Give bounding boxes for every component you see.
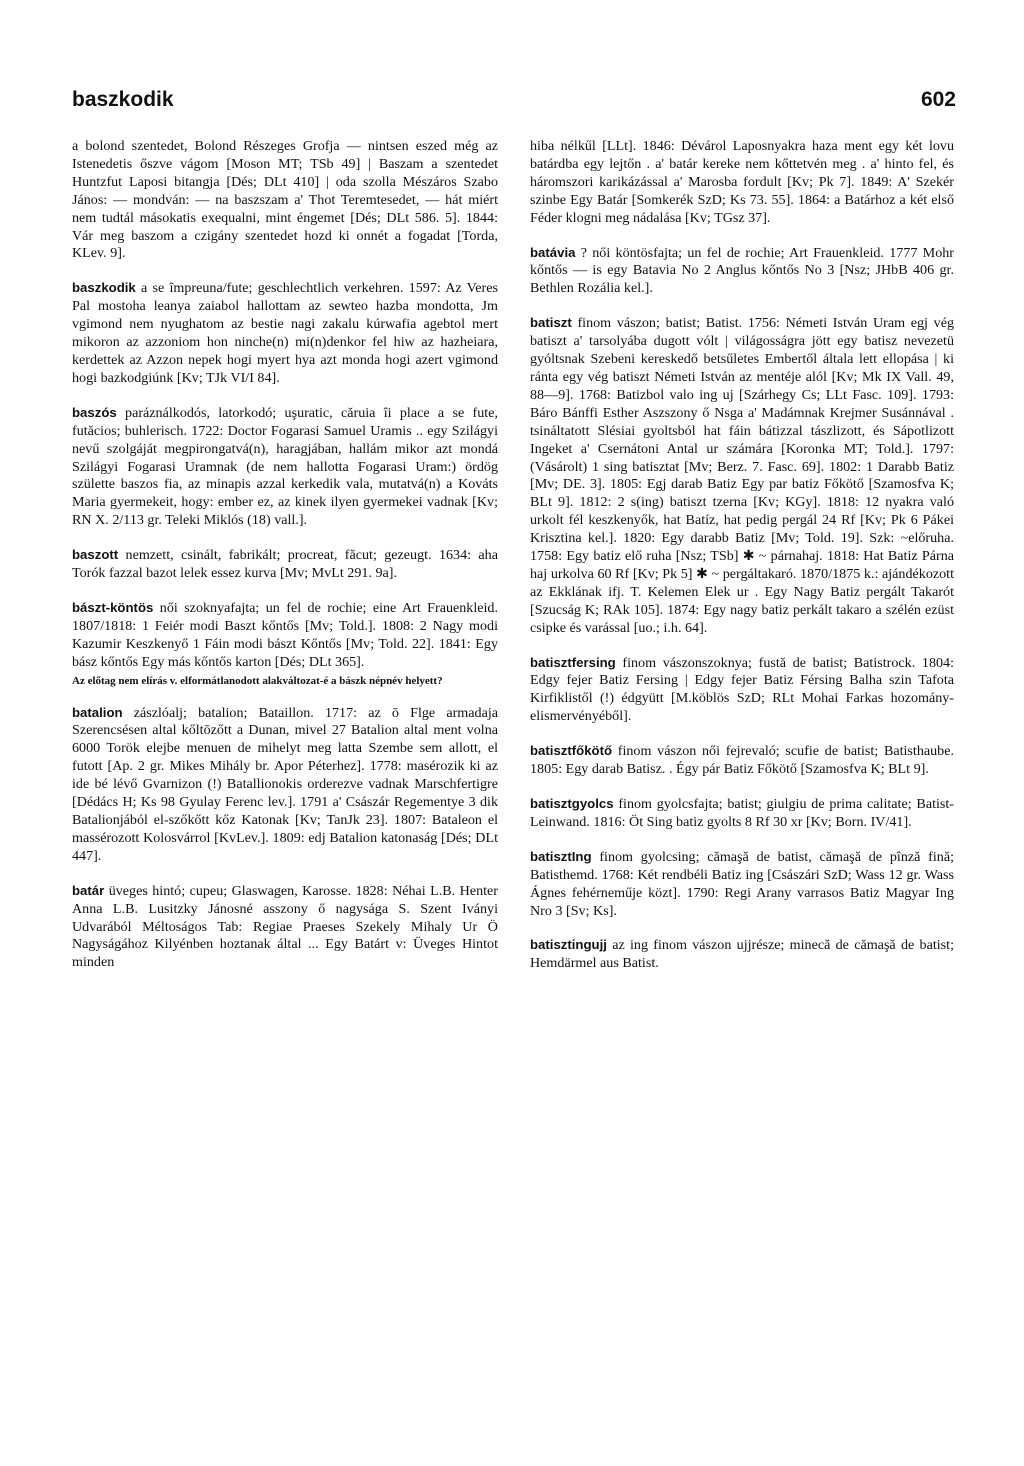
dictionary-entry xyxy=(72,279,498,387)
dictionary-entry xyxy=(530,936,954,973)
entry-paragraph xyxy=(72,546,498,583)
right-column xyxy=(530,138,954,989)
entry-text: finom gyolcsing; cămaşă de batist, cămaşă de pînză fină; Batisthemd. 1768: Két rendbéli Batiz ing [Császári SzD; Wass 12 gr. Wass Ágnes fehérneműje közt]. 1790: Regi Arany varrasos Batiz Magyar Ing Nro 3 [Sv; Ks]. xyxy=(530,848,954,919)
entry-text: paráználkodós, latorkodó; uşuratic, căruia îi place a se fute, futăcios; buhlerisch. 1722: Doctor Fogarasi Samuel Uramis .. egy Szilágyi nevű szolgáját megpirongatvá(n), haragjában, hallám mikor azt mondá Szilágyi Fogarasi Uramnak (de nem hallotta Fogarasi Uram:) ördög születte baszos fia, az minapis azzal kerkedik vala, mutatvá(n) a Kováts Maria gyermekeit, hogy: ember ez, az kinek ilyen gyermekei vadnak [Kv; RN X. 2/113 gr. Teleki Miklós (18) vall.]. xyxy=(72,404,498,529)
entry-paragraph xyxy=(530,138,954,228)
entry-paragraph xyxy=(530,314,954,637)
entry-paragraph xyxy=(530,848,954,921)
dictionary-entry xyxy=(72,882,498,973)
dictionary-entry xyxy=(72,599,498,688)
entry-text: női szoknyafajta; un fel de rochie; eine Art Frauenkleid. 1807/1818: 1 Feiér modi Baszt kőntős [Mv; Told.]. 1808: 2 Nagy modi Kazumir Keszkenyő 1 Fáin modi bászt Kőntős [Mv; Told. 22]. 1841: Egy bász kőntős Egy más kőntős karton [Dés; DLt 365]. xyxy=(72,599,499,670)
entry-paragraph xyxy=(530,795,954,832)
entry-headword: batisztfőkötő xyxy=(530,743,613,759)
entry-headword: batalion xyxy=(72,704,123,720)
entry-text: a se împreuna/fute; geschlechtlich verkehren. 1597: Az Veres Pal mostoha leanya zaiabol hallottam az sewteo hazba mondotta, Jm vgimond nem nyughatom az bestie nagi zakalu kúrwafia agebtol mert mikoron az azzoniom hon ninche(n) mi(n)denkor fel hiw az hazheiara, kerdettek az Azzon nepek hogi myert hya azt monda hogi azert vgimond hogi bazkodgiúnk [Kv; TJk VI/I 84]. xyxy=(72,280,498,386)
left-column xyxy=(72,138,498,988)
entry-paragraph xyxy=(530,654,954,727)
entry-headword: baszott xyxy=(72,547,119,563)
dictionary-entry xyxy=(530,795,954,832)
dictionary-entry xyxy=(530,742,954,779)
entry-text: nemzett, csinált, fabrikált; procreat, făcut; gezeugt. 1634: aha Torók fazzal bazot lelek essez kurva [Mv; MvLt 291. 9a]. xyxy=(72,547,498,582)
entry-headword: batár xyxy=(72,882,105,898)
entry-paragraph xyxy=(530,742,954,779)
entry-headword: baszkodik xyxy=(72,280,136,296)
dictionary-entry xyxy=(530,654,954,727)
dictionary-entry xyxy=(72,704,498,866)
entry-text: finom vászon; batist; Batist. 1756: Németi István Uram egj vég batiszt a' tarsolyába dugott vólt | világosságra jött egy batisz nevezetü gyóltsnak Szebeni kereskedő betsűletes Embertől általa lett ellopása | ki rántа egy vég batiszt Németi István az mentéje alól [Kv; Mk IX Vall. 49, 88—9]. 1768: Batizbol valo ing uj [Szárhegy Cs; LLt Fasc. 109]. 1793: Báro Bánffi Esther Aszszony ő Nsga a' Madámnak Krejmer Susánnával . tsináltatott Slésiai gyoltsból hat fáin bátizzal tászlizott, és Sápotlizott Ingeket a' Csernátoni Antal ur számára [Koronka MT; Told.]. 1797: (Vásárolt) 1 sing batisztat [Mv; Berz. 7. Fasc. 69]. 1802: 1 Darabb Batiz [Mv; DE. 3]. 1805: Egj darab Batiz Egy par batiz Főkötő [Szamosfva K; BLt 9]. 1812: 2 s(ing) batiszt tzerna [Kv; KGy]. 1818: 12 nyakra való urkolt fél keszkenyők, hat Batíz, hat pedig pergál 24 Rf [Kv; Pk 6 Pákei Krisztina kel.]. 1820: Egy darabb Batiz [Mv; Told. 19]. Szk: ~előruha. 1758: Egy batiz elő ruha [Nsz; TSb] ✱ ~ párnahaj. 1818: Hat Batiz Párna haj urkolva 60 Rf [Kv; Pk 5] ✱ ~ pergáltakaró. 1870/1875 k.: ajándékozott az Ekklának ifj. T. Kelemen Elek ur . Egy Nagy Batiz pergált Takarót [Szucság K; RAk 105]. 1874: Egy nagy batiz perkált takaro a szélén ezüst csipke és varással [uo.; i.h. 64]. xyxy=(530,315,954,636)
dictionary-entry xyxy=(530,314,954,637)
dictionary-entry xyxy=(72,546,498,583)
entry-text: ? női köntösfajta; un fel de rochie; Art Frauenkleid. 1777 Mohr kőntős — is egy Batavia No 2 Anglus kőntős No 3 [Nsz; JHbB 406 gr. Bethlen Rozália kel.]. xyxy=(530,244,954,297)
entry-paragraph xyxy=(530,244,954,299)
entry-text: üveges hintó; cupeu; Glaswagen, Karosse. 1828: Néhai L.B. Henter Anna L.B. Lusitzky Jánosné asszony ő nagysága S. Szent Iványi Udvarából Méltoságos Tab: Regiae Praeses Szekely Mihaly Ur Ö Nagyságához Kilyénben hoztanak által ... Egy Batárt v: Üveges Hintot minden xyxy=(72,882,498,971)
entry-paragraph xyxy=(72,882,498,973)
entry-text: zászlóalj; batalion; Bataillon. 1717: az ō Flge armadaja Szerencsésen altal kőltōzőtt a Dunan, mivel 27 Batalion altal ment volna 6000 Torök elejbe menuen de mihelyt meg latta Szembe sem allott, el futott [Ap. 2 gr. Mikes Mihály br. Apor Péterhez]. 1778: masérozik ki az ide bé lévő Gvarnizon (!) Batallionokis orderezve vadnak Marschfertigre [Dédács H; Ks 98 Gyulay Ferenc lev.]. 1791 a' Császár Regementye 3 dik Batalionjából el-szőkőtt kőz Katonak [Kv; TanJk 23]. 1807: Bataleon el massérozott Kolosvárrol [KvLev.]. 1809: edj Batalion katonaság [Dés; DLt 447]. xyxy=(72,704,498,864)
dictionary-entry xyxy=(530,138,954,228)
entry-headword: batisztgyolcs xyxy=(530,796,614,811)
entry-paragraph xyxy=(72,599,498,672)
entry-text: az ing finom vászon ujjrésze; minecă de cămaşă de batist; Hemdärmel aus Batist. xyxy=(530,937,954,972)
dictionary-entry xyxy=(72,404,498,530)
entry-paragraph xyxy=(530,936,954,973)
entry-paragraph xyxy=(72,138,498,263)
entry-headword: batávia xyxy=(530,244,576,260)
dictionary-entry xyxy=(530,244,954,299)
entry-headword: batisztingujj xyxy=(530,937,607,953)
entry-text: hiba nélkűl [LLt]. 1846: Dévárol Laposnyakra haza ment egy két lovu batárdba egy lejtőn . a' batár kereke nem kőttetvén meg . a' hinto fel, és háromszori karikázással a' Marosba fordult [Kv; Pk 7]. 1849: A' Szekér szinbe Egy Batár [Somkerék SzD; Ks 73. 55]. 1864: a Batárhoz a két első Féder klogni meg nádalása [Kv; TGsz 37]. xyxy=(530,138,954,226)
entry-text: a bolond szentedet, Bolond Részeges Grofja — nintsen eszed még az Istenedetis őszve vágom [Moson MT; TSb 49] | Baszam a szentedet Huntzfut Laposi bitangja [Dés; DLt 410] | oda szolla Mészáros Szabo János: — mondván: — na baszszam a' Thot Teremtesedet, — hát miért nem tudtál másokatis exequalni, mint éngemet [Dés; DLt 586. 5]. 1844: Vár meg baszom a czigány szentedet hozd ki onnét a fogadat [Torda, KLev. 9]. xyxy=(72,138,498,262)
entry-paragraph xyxy=(72,404,498,530)
entry-text: finom vászonszoknya; fustă de batist; Batistrock. 1804: Edgy fejer Batiz Fersing | Edgy fejer Batiz Férsing Balha szin Tafota Kirfiklistől (!) édgyütt [M.köblös SzD; RLt Mohai Farkas hozomány-elismervényéből]. xyxy=(530,654,954,725)
entry-note: Az előtag nem elírás v. elformátlanodott alakváltozat-é a bászk népnév helyett? xyxy=(72,674,443,687)
entry-headword: baszós xyxy=(72,404,117,420)
running-head xyxy=(72,88,956,112)
dictionary-entry xyxy=(72,138,498,263)
page-number: 602 xyxy=(920,88,956,111)
entry-headword: batiszt xyxy=(530,315,572,331)
entry-paragraph xyxy=(72,704,498,866)
entry-headword: bászt-köntös xyxy=(72,599,154,615)
running-headword: baszkodik xyxy=(72,88,174,111)
dictionary-entry xyxy=(530,848,954,921)
entry-paragraph xyxy=(72,279,498,387)
entry-text: finom gyolcsfajta; batist; giulgiu de prima calitate; Batist-Leinwand. 1816: Öt Sing batiz gyolts 8 Rf 30 xr [Kv; Born. IV/41]. xyxy=(530,796,954,830)
entry-headword: batisztfersing xyxy=(530,654,616,670)
entry-headword: batisztIng xyxy=(530,848,592,864)
entry-text: finom vászon női fejrevaló; scufie de batist; Batisthaube. 1805: Egy darab Batisz. . Égy pár Batiz Főkötő [Szamosfva K; BLt 9]. xyxy=(530,743,955,778)
